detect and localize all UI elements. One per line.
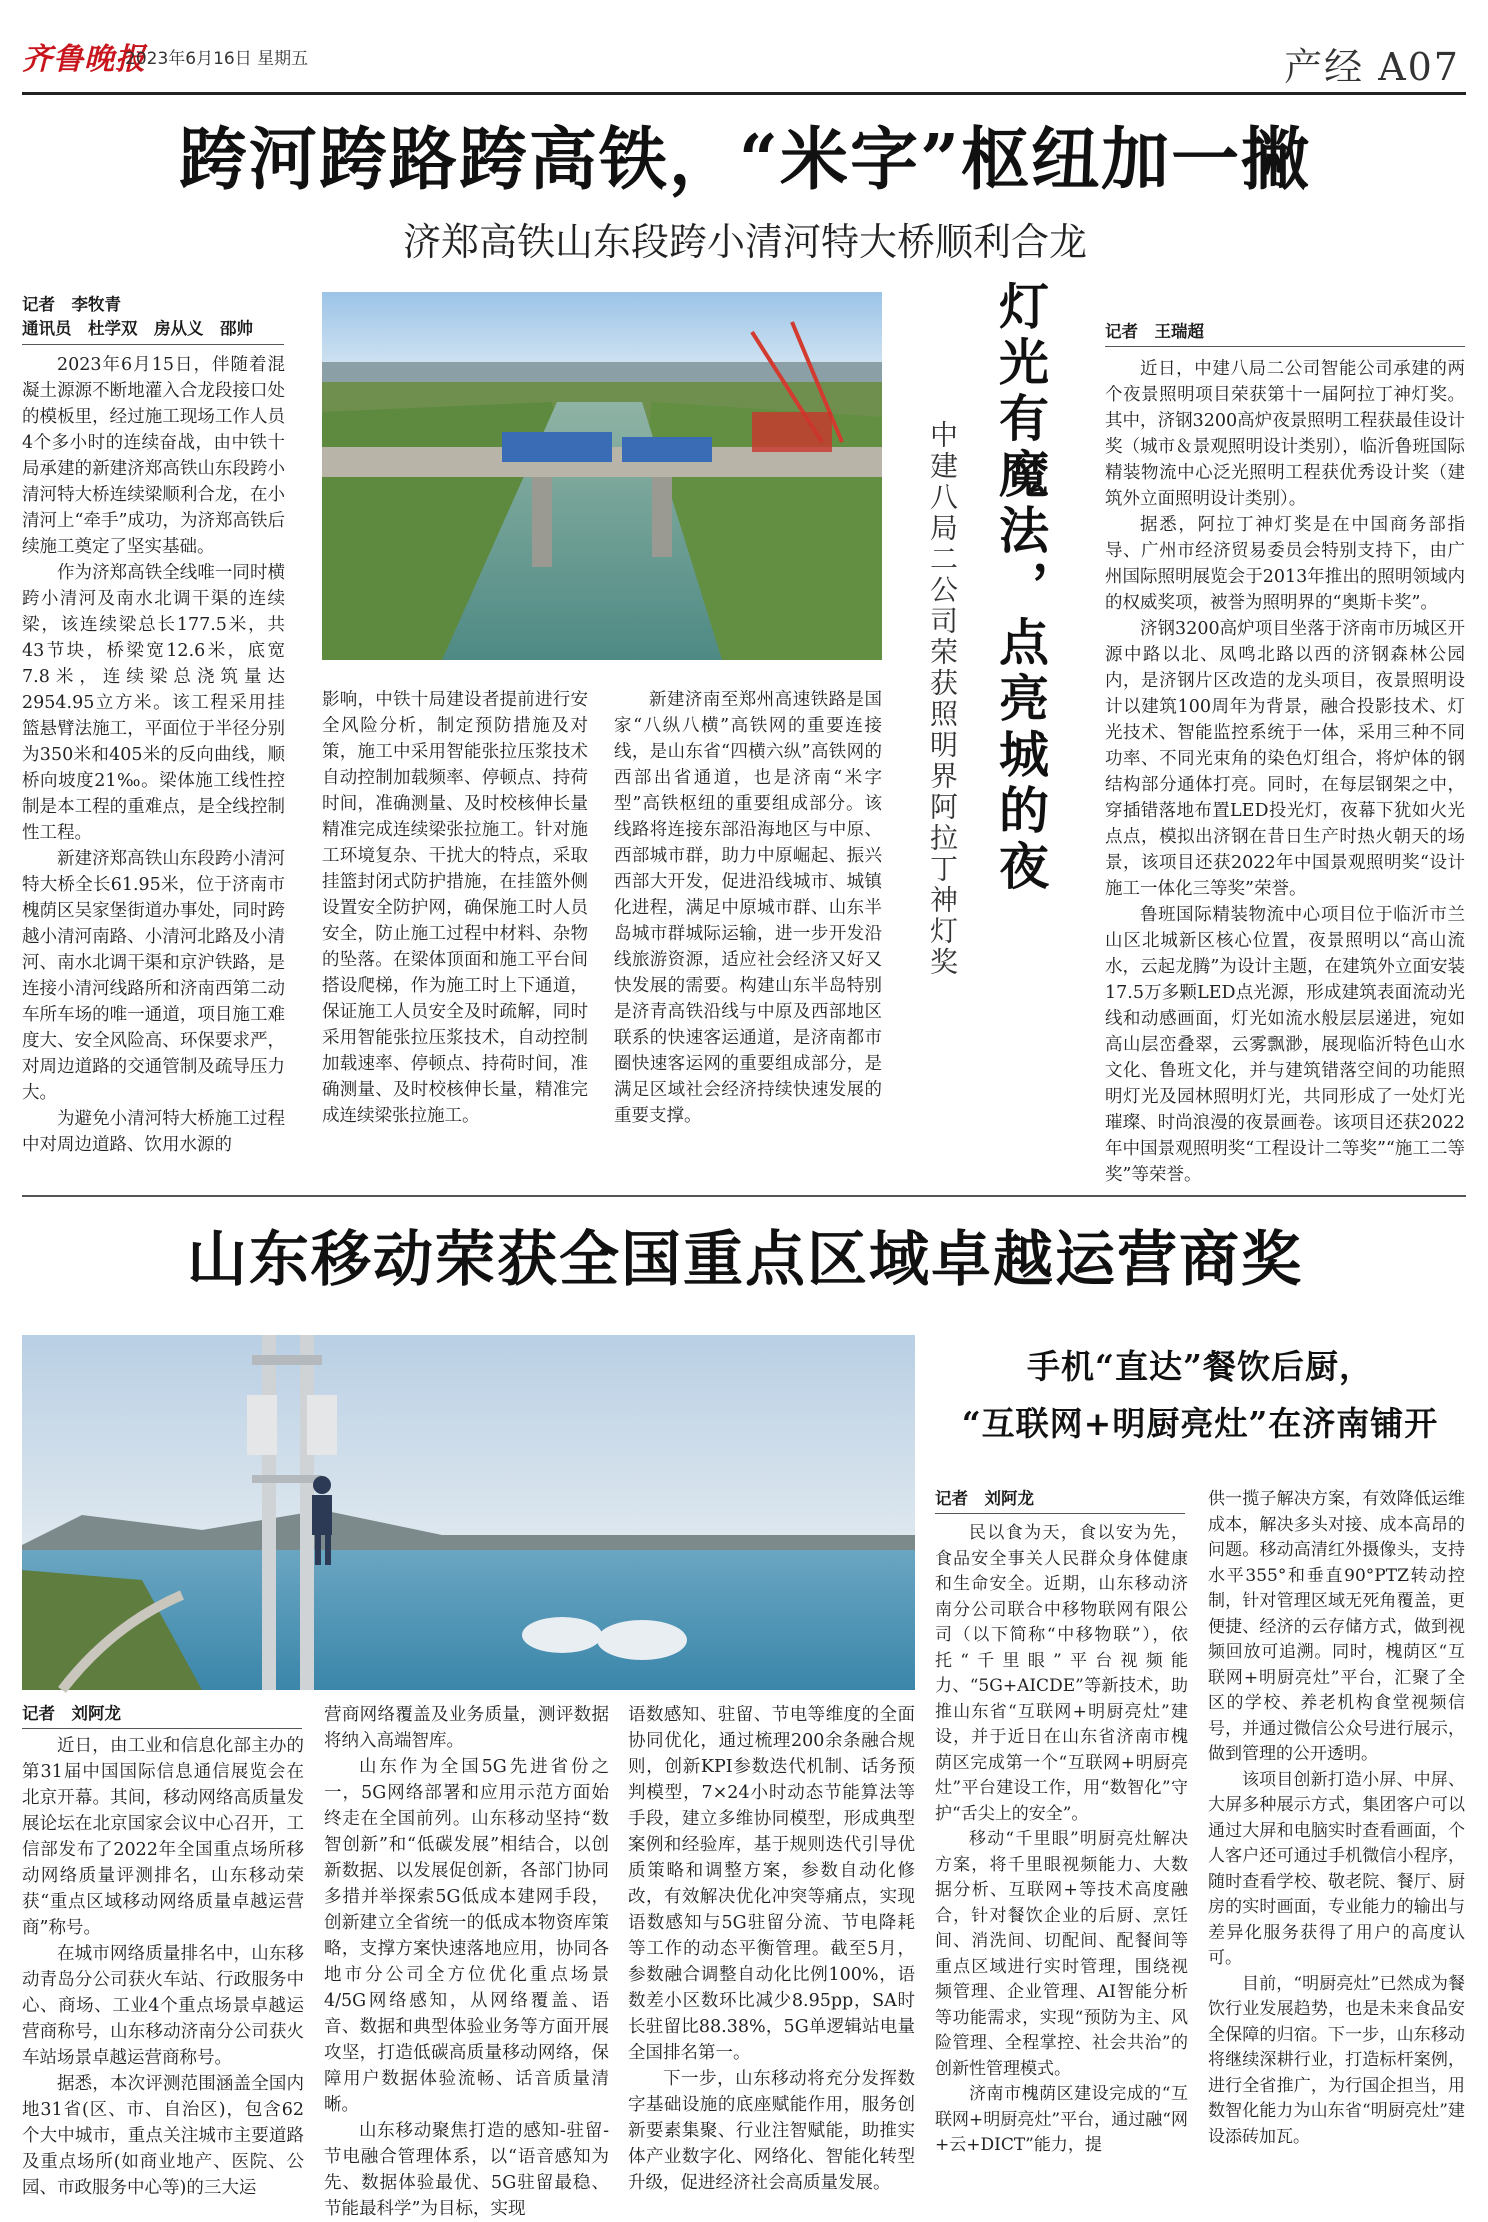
story3-column-2 — [324, 1702, 609, 2219]
paragraph: 山东移动聚焦打造的感知-驻留-节电融合管理体系，以“语音感知为先、数据体验最优、5G驻留最稳、节能最科学”为目标，实现 — [324, 2121, 609, 2219]
story3-column-1 — [22, 1733, 304, 2198]
story4-column-1 — [935, 1521, 1188, 2181]
story1-column-3 — [614, 687, 882, 1187]
paragraph: 供一揽子解决方案，有效降低运维成本，解决多头对接、成本高昂的问题。移动高清红外摄像头，支持水平355°和垂直90°PTZ转动控制，针对管理区域无死角覆盖，更便捷、经济的云存储方式，做到视频回放可追溯。同时，槐荫区“互联网+明厨亮灶”平台，汇聚了全区的学校、养老机构食堂视频信号，并通过微信公众号进行展示，做到管理的公开透明。 — [1208, 1489, 1465, 1764]
paragraph: 鲁班国际精装物流中心项目位于临沂市兰山区北城新区核心位置，夜景照明以“高山流水，云起龙腾”为设计主题，在建筑外立面安装17.5万多颗LED点光源，形成建筑表面流动光线和动感画面，灯光如流水般层层递进，宛如高山层峦叠翠，云雾飘渺，展现临沂特色山水文化、鲁班文化，并与建筑错落空间的功能照明灯光及园林照明灯光，共同形成了一处灯光璀璨、时尚浪漫的夜景画卷。该项目还获2022年中国景观照明奖“工程设计二等奖”“施工二等奖”等荣誉。 — [1105, 905, 1465, 1185]
paragraph: 该项目创新打造小屏、中屏、大屏多种展示方式，集团客户可以通过大屏和电脑实时查看画面，个人客户还可通过手机微信小程序，随时查看学校、敬老院、餐厅、厨房的实时画面，专业能力的输出与差异化服务获得了用户的高度认可。 — [1208, 1769, 1465, 1968]
story3-column-3 — [628, 1702, 915, 2193]
paragraph: 营商网络覆盖及业务质量，测评数据将纳入高端智库。 — [324, 1705, 609, 1751]
bridge-construction-photo — [322, 292, 882, 660]
byline-rule — [935, 1513, 1185, 1514]
paragraph: 作为济郑高铁全线唯一同时横跨小清河及南水北调干渠的连续梁，该连续梁总长177.5米，共43节块，桥梁宽12.6米，底宽7.8米，连续梁总浇筑量达2954.95立方米。该工程采用挂篮悬臂法施工，平面位于半径分别为350米和405米的反向曲线，顺桥向坡度21‰。梁体施工线性控制是本工程的重难点，是全线控制性工程。 — [22, 563, 285, 843]
byline-rule — [1105, 346, 1465, 347]
story4-column-2 — [1208, 1487, 1465, 2181]
story1-subheadline: 济郑高铁山东段跨小清河特大桥顺利合龙 — [402, 220, 1087, 264]
story1-byline-reporter: 记者 李牧青 — [22, 295, 121, 314]
paragraph: 2023年6月15日，伴随着混凝土源源不断地灌入合龙段接口处的模板里，经过施工现场工作人员4个多小时的连续奋战，由中铁十局承建的新建济郑高铁山东段跨小清河特大桥连续梁顺利合龙，在小清河上“牵手”成功，为济郑高铁后续施工奠定了坚实基础。 — [22, 355, 285, 557]
story3-byline: 记者 刘阿龙 — [22, 1704, 121, 1723]
paragraph: 济南市槐荫区建设完成的“互联网+明厨亮灶”平台，通过融“网+云+DICT”能力，提 — [935, 2084, 1188, 2155]
paragraph: 目前，“明厨亮灶”已然成为餐饮行业发展趋势，也是未来食品安全保障的归宿。下一步，山东移动将继续深耕行业，打造标杆案例，进行全省推广，为行国企担当，用数智化能力为山东省“明厨亮灶”建设添砖加瓦。 — [1208, 1973, 1465, 2147]
paragraph: 语数感知、驻留、节电等维度的全面协同优化，通过梳理200余条融合规则，创新KPI参数迭代机制、话务预判模型，7×24小时动态节能算法等手段，建立多维协同模型，形成典型案例和经验库，基于规则迭代引导优质策略和调整方案，参数自动化修改，有效解决优化冲突等痛点，实现语数感知与5G驻留分流、节电降耗等工作的动态平衡管理。截至5月，参数融合调整自动化比例100%，语数差小区数环比减少8.95pp，SA时长驻留比88.38%，5G单逻辑站电量全国排名第一。 — [628, 1705, 915, 2063]
paragraph: 济钢3200高炉项目坐落于济南市历城区开源中路以北、凤鸣北路以西的济钢森林公园内，是济钢片区改造的龙头项目，夜景照明设计以建筑100周年为背景，融合投影技术、灯光技术、智能监控系统于一体，采用三种不同功率、不同光束角的染色灯组合，将炉体的钢结构部分通体打亮。同时，在每层钢架之中，穿插错落地布置LED投光灯，夜幕下犹如火光点点，模拟出济钢在昔日生产时热火朝天的场景，该项目还获2022年中国景观照明奖“设计施工一体化三等奖”荣誉。 — [1105, 619, 1465, 899]
paragraph: 据悉，本次评测范围涵盖全国内地31省(区、市、自治区)，包含62个大中城市，重点关注城市主要道路及重点场所(如商业地产、医院、公园、市政服务中心等)的三大运 — [22, 2074, 304, 2198]
story2-subheadline: 中建八局二公司荣获照明界阿拉丁神灯奖 — [926, 420, 959, 978]
paragraph: 下一步，山东移动将充分发挥数字基础设施的底座赋能作用，服务创新要素集聚、行业注智赋能，助推实体产业数字化、网络化、智能化转型升级，促进经济社会高质量发展。 — [628, 2069, 915, 2193]
paragraph: 移动“千里眼”明厨亮灶解决方案，将千里眼视频能力、大数据分析、互联网+等技术高度融合，针对餐饮企业的后厨、烹饪间、消洗间、切配间、配餐间等重点区域进行实时管理，围绕视频管理、企业管理、AI智能分析等功能需求，实现“预防为主、风险管理、全程掌控、社会共治”的创新性管理模式。 — [935, 1829, 1188, 2079]
paragraph: 为避免小清河特大桥施工过程中对周边道路、饮用水源的 — [22, 1109, 285, 1155]
story2-headline: 灯光有魔法，点亮城的夜 — [991, 280, 1050, 896]
story2-body — [1105, 356, 1465, 1186]
story1-byline-correspondents: 通讯员 杜学双 房从义 邵帅 — [22, 319, 253, 338]
masthead-rule — [22, 92, 1466, 95]
paragraph: 近日，由工业和信息化部主办的第31届中国国际信息通信展览会在北京开幕。其间，移动网络高质量发展论坛在北京国家会议中心召开，工信部发布了2022年全国重点场所移动网络质量评测排名，山东移动荣获“重点区域移动网络质量卓越运营商”称号。 — [22, 1736, 304, 1938]
paragraph: 据悉，阿拉丁神灯奖是在中国商务部指导、广州市经济贸易委员会特别支持下，由广州国际照明展览会于2013年推出的照明领域内的权威奖项，被誉为照明界的“奥斯卡奖”。 — [1105, 515, 1465, 613]
byline-rule — [22, 1728, 302, 1729]
section-divider — [22, 1195, 1466, 1197]
paragraph: 山东作为全国5G先进省份之一，5G网络部署和应用示范方面始终走在全国前列。山东移动坚持“数智创新”和“低碳发展”相结合，以创新数据、以发展促创新，各部门协同多措并举探索5G低成本建网手段，创新建立全省统一的低成本物资库策略，支撑方案快速落地应用，协同各地市分公司全方位优化重点场景4/5G网络感知，从网络覆盖、语音、数据和典型体验业务等方面开展攻坚，打造低碳高质量移动网络，保障用户数据体验流畅、话音质量清晰。 — [324, 1757, 609, 2115]
paragraph: 在城市网络质量排名中，山东移动青岛分公司获火车站、行政服务中心、商场、工业4个重点场景卓越运营商称号，山东移动济南分公司获火车站场景卓越运营商称号。 — [22, 1944, 304, 2068]
story1-column-1 — [22, 352, 285, 1184]
issue-date: 2023年6月16日 星期五 — [125, 49, 309, 69]
paragraph: 影响，中铁十局建设者提前进行安全风险分析，制定预防措施及对策，施工中采用智能张拉压浆技术自动控制加载频率、停顿点、持荷时间，准确测量、及时校核伸长量精准完成连续梁张拉施工。针对施工环境复杂、干扰大的特点，采取挂篮封闭式防护措施，在挂篮外侧设置安全防护网，确保施工时人员安全，防止施工过程中材料、杂物的坠落。在梁体顶面和施工平台间搭设爬梯，作为施工时上下通道，保证施工人员安全及时疏解，同时采用智能张拉压浆技术，自动控制加载速率、停顿点、持荷时间，准确测量、及时校核伸长量，精准完成连续梁张拉施工。 — [322, 690, 588, 1126]
paragraph: 民以食为天，食以安为先，食品安全事关人民群众身体健康和生命安全。近期，山东移动济南分公司联合中移物联网有限公司（以下简称“中移物联”），依托“千里眼”平台视频能力、“5G+AICDE”等新技术，助推山东省“互联网+明厨亮灶”建设，并于近日在山东省济南市槐荫区完成第一个“互联网+明厨亮灶”平台建设工作，用“数智化”守护“舌尖上的安全”。 — [935, 1523, 1188, 1824]
telecom-tower-photo — [22, 1335, 915, 1690]
story4-headline-line1: 手机“直达”餐饮后厨， — [1027, 1347, 1373, 1386]
story4-headline-line2: “互联网+明厨亮灶”在济南铺开 — [961, 1404, 1439, 1443]
paragraph: 新建济郑高铁山东段跨小清河特大桥全长61.95米，位于济南市槐荫区吴家堡街道办事处，同时跨越小清河南路、小清河北路及小清河、南水北调干渠和京沪铁路，是连接小清河线路所和济南西第二动车所车场的唯一通道，项目施工难度大、安全风险高、环保要求严，对周边道路的交通管制及疏导压力大。 — [22, 849, 285, 1103]
story1-column-2 — [322, 687, 588, 1187]
paragraph: 近日，中建八局二公司智能公司承建的两个夜景照明项目荣获第十一届阿拉丁神灯奖。其中，济钢3200高炉夜景照明工程获最佳设计奖（城市＆景观照明设计类别），临沂鲁班国际精装物流中心泛光照明工程获优秀设计奖（建筑外立面照明设计类别）。 — [1105, 359, 1465, 509]
story3-headline: 山东移动荣获全国重点区域卓越运营商奖 — [187, 1225, 1303, 1295]
byline-rule — [22, 344, 284, 345]
paragraph: 新建济南至郑州高速铁路是国家“八纵八横”高铁网的重要连接线，是山东省“四横六纵”高铁网的西部出省通道，也是济南“米字型”高铁枢纽的重要组成部分。该线路将连接东部沿海地区与中原、西部城市群，助力中原崛起、振兴西部大开发，促进沿线城市、城镇化进程，满足中原城市群、山东半岛城市群城际运输，进一步开发沿线旅游资源，适应社会经济又好又快发展的需要。构建山东半岛特别是济青高铁沿线与中原及西部地区联系的快速客运通道，是济南都市圈快速客运网的重要组成部分，是满足区域社会经济持续快速发展的重要支撑。 — [614, 690, 882, 1126]
story1-headline: 跨河跨路跨高铁，“米字”枢纽加一撇 — [178, 120, 1312, 200]
bridge-photo-graphic — [322, 292, 882, 660]
story4-byline: 记者 刘阿龙 — [935, 1489, 1034, 1508]
tower-photo-graphic — [22, 1335, 915, 1690]
story2-byline: 记者 王瑞超 — [1105, 322, 1204, 341]
newspaper-logo: 齐鲁晚报 — [22, 42, 146, 77]
section-page-label: 产经 A07 — [1284, 45, 1460, 89]
